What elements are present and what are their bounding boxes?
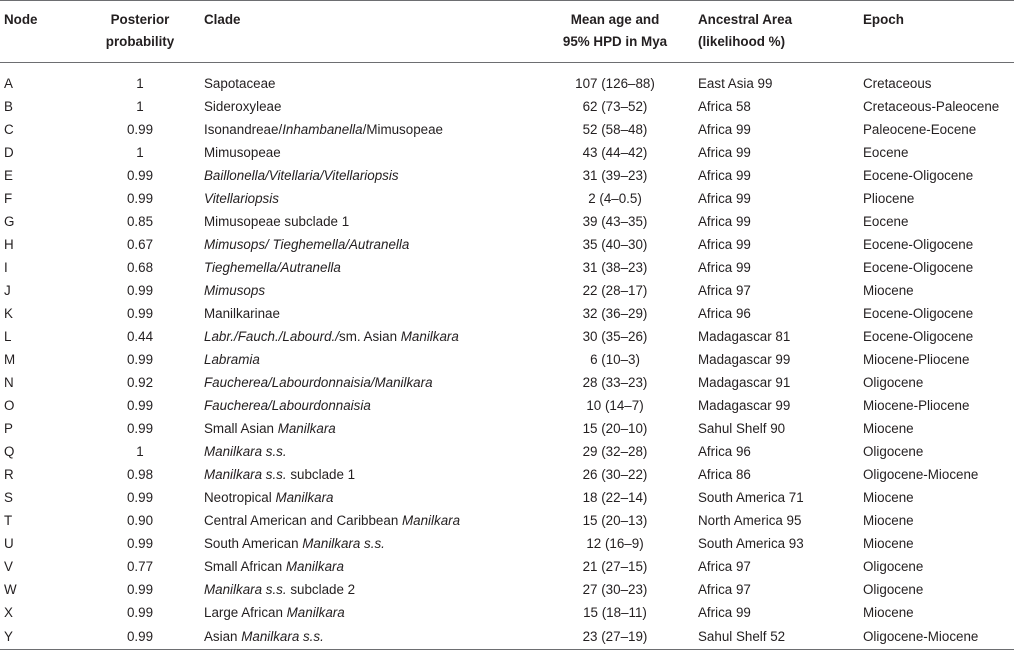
cell-clade [204,463,532,486]
cell-mean-age: 12 (16–9) [586,536,644,551]
cell-mean-age: 31 (38–23) [582,260,648,275]
cell-posterior: 0.99 [126,283,154,298]
cell-epoch: Miocene [863,513,914,528]
cell-ancestral-area: Africa 99 [698,191,751,206]
table-row [0,325,1014,348]
cell-epoch: Eocene-Oligocene [863,306,974,321]
table-row [0,532,1014,555]
cell-mean-age: 62 (73–52) [582,99,648,114]
clade-segment: Mimusops [204,283,266,298]
clade-segment: Sapotaceae [204,76,276,92]
cell-epoch: Eocene-Oligocene [863,260,974,275]
table-row [0,555,1014,578]
clade-segment: sm. Asian [339,329,401,344]
header-node: Node [0,0,76,62]
cell-posterior: 0.99 [126,352,154,367]
cell-posterior: 0.99 [76,624,204,649]
clade-segment: Mimusopeae subclade 1 [204,214,350,229]
clade-segment: Central American and Caribbean [204,513,402,528]
cell-posterior: 0.99 [126,398,154,413]
table-top-rule [0,0,1014,1]
cell-posterior: 0.99 [126,191,154,206]
cell-mean-age: 2 (4–0.5) [588,191,642,206]
clade-segment: Isonandreae/ [204,122,283,137]
cell-mean-age: 31 (39–23) [582,168,648,183]
clade-segment: Manilkara s.s. [204,444,287,459]
cell-ancestral-area: Madagascar 99 [698,398,791,413]
clade-segment: Neotropical [204,490,276,505]
cell-posterior: 0.99 [126,605,154,620]
cell-epoch: Cretaceous [863,76,932,92]
cell-ancestral-area: Africa 99 [698,168,751,183]
cell-node: K [4,306,13,321]
clade-segment: Labramia [204,352,260,367]
cell-posterior: 0.44 [126,329,154,344]
table-row [0,233,1014,256]
header-clade: Clade [204,0,532,62]
clade-segment: /Mimusopeae [362,122,443,137]
cell-clade [204,141,532,164]
cell-ancestral-area: South America 93 [698,536,804,551]
cell-node: Q [4,444,15,459]
table-row [0,141,1014,164]
cell-epoch: Oligocene [863,444,924,459]
cell-node: U [4,536,14,551]
cell-clade [204,187,532,210]
table-row [0,348,1014,371]
cell-posterior: 0.77 [126,559,154,574]
cell-mean-age: 26 (30–22) [582,467,648,482]
table-row [0,394,1014,417]
clade-segment: Sideroxyleae [204,99,282,114]
cell-mean-age: 18 (22–14) [582,490,648,505]
cell-clade [204,509,532,532]
cell-node: Y [0,624,76,649]
cell-clade [204,348,532,371]
cell-ancestral-area: Africa 96 [698,306,751,321]
cell-mean-age: 23 (27–19) [532,624,698,649]
cell-posterior: 1 [136,444,144,459]
cell-ancestral-area: Africa 86 [698,467,751,482]
cell-posterior: 0.99 [126,306,154,321]
cell-node: J [4,283,11,298]
clade-segment: Asian [204,628,242,644]
cell-mean-age: 28 (33–23) [582,375,648,390]
table-row [0,279,1014,302]
header-mean-age: Mean age and 95% HPD in Mya [532,0,698,62]
cell-ancestral-area: Africa 97 [698,283,751,298]
cell-posterior: 0.98 [126,467,154,482]
cell-node: C [4,122,14,137]
cell-posterior: 0.92 [126,375,154,390]
cell-epoch: Pliocene [863,191,915,206]
cell-ancestral-area: Madagascar 99 [698,352,791,367]
clade-segment: Manilkara s.s. [241,628,324,644]
cell-mean-age: 15 (20–10) [582,421,648,436]
cell-posterior: 0.90 [126,513,154,528]
header-posterior-probability: Posterior probability [76,0,204,62]
cell-clade [204,371,532,394]
cell-epoch: Eocene-Oligocene [863,168,974,183]
cell-clade [204,233,532,256]
table-header-row [0,0,1014,62]
cell-posterior: 1 [136,76,144,92]
clade-segment: Manilkarinae [204,306,280,321]
cell-mean-age: 6 (10–3) [590,352,640,367]
clade-segment: Tieghemella/Autranella [204,260,341,275]
cell-node: F [4,191,13,206]
cell-mean-age: 29 (32–28) [582,444,648,459]
cell-epoch: Oligocene [863,559,924,574]
clade-segment: South American [204,536,303,551]
cell-epoch: Eocene [863,145,909,160]
cell-epoch: Cretaceous-Paleocene [863,99,1000,114]
cell-ancestral-area: South America 71 [698,490,804,505]
header-ancestral-area: Ancestral Area (likelihood %) [698,0,863,62]
cell-mean-age: 32 (36–29) [582,306,648,321]
cell-mean-age: 30 (35–26) [582,329,648,344]
cell-node: N [4,375,14,390]
cell-epoch: Miocene-Pliocene [863,352,970,367]
cell-clade [204,279,532,302]
cell-mean-age: 35 (40–30) [582,237,648,252]
cell-mean-age: 27 (30–23) [582,582,648,597]
cell-ancestral-area: Madagascar 81 [698,329,791,344]
clade-segment: Manilkara [285,559,344,574]
cell-posterior: 0.67 [126,237,154,252]
clade-segment: Small African [204,559,286,574]
cell-ancestral-area: East Asia 99 [698,76,773,92]
table-row [0,440,1014,463]
cell-mean-age: 15 (18–11) [583,605,647,620]
cell-node: E [4,168,13,183]
cell-clade [204,578,532,601]
cell-epoch: Miocene [863,536,914,551]
clade-segment: Manilkara [277,421,336,436]
table-row [0,164,1014,187]
cell-epoch: Miocene [863,605,914,620]
cell-ancestral-area: Africa 99 [698,145,751,160]
table-row [0,624,1014,649]
cell-clade [204,601,532,624]
clade-segment: Manilkara [286,605,345,620]
cell-epoch: Eocene-Oligocene [863,237,974,252]
cell-epoch: Oligocene-Miocene [863,467,979,482]
cell-ancestral-area: Africa 97 [698,582,751,597]
cell-node: H [4,237,14,252]
cell-clade [204,164,532,187]
clade-segment: Large African [204,605,287,620]
cell-node: V [4,559,13,574]
cell-clade [204,440,532,463]
cell-epoch: Eocene [863,214,909,229]
cell-ancestral-area: Africa 99 [698,237,751,252]
cell-ancestral-area: Africa 99 [698,214,751,229]
cell-epoch: Miocene [863,421,914,436]
cell-clade [204,256,532,279]
cell-posterior: 0.99 [126,122,154,137]
cell-posterior: 0.99 [126,421,154,436]
cell-posterior: 1 [136,99,144,114]
clade-segment: Manilkara [400,329,459,344]
table-row [0,187,1014,210]
clade-segment: Faucherea/Labourdonnaisia/Manilkara [204,375,433,390]
cell-node: W [4,582,17,597]
cell-ancestral-area: Africa 58 [698,99,751,114]
clade-segment: Labr./Fauch./Labourd./ [204,329,339,344]
cell-clade [204,302,532,325]
clade-segment: Mimusopeae [204,145,281,160]
table-row [0,486,1014,509]
clade-segment: Mimusops/ Tieghemella/Autranella [204,237,410,252]
table-row [0,601,1014,624]
table-row [0,95,1014,118]
table-row [0,417,1014,440]
cell-node: R [4,467,14,482]
cell-mean-age: 22 (28–17) [582,283,648,298]
cell-ancestral-area: Sahul Shelf 90 [698,421,786,436]
cell-posterior: 1 [136,145,144,160]
cell-posterior: 0.99 [126,536,154,551]
cell-ancestral-area: Africa 96 [698,444,751,459]
cell-node: G [4,214,15,229]
clade-segment: Manilkara s.s. [302,536,385,551]
cell-node: T [4,513,13,528]
cell-epoch: Oligocene [863,375,924,390]
cell-ancestral-area: Africa 99 [698,605,751,620]
clade-segment: Manilkara [275,490,334,505]
clade-segment: Baillonella/Vitellaria/Vitellariopsis [204,168,399,183]
cell-clade [204,486,532,509]
cell-posterior: 0.99 [126,168,154,183]
cell-mean-age: 52 (58–48) [582,122,648,137]
table-row [0,62,1014,95]
cell-ancestral-area: Madagascar 91 [698,375,791,390]
cell-posterior: 0.99 [126,582,154,597]
table-row [0,578,1014,601]
clade-segment: Manilkara s.s. [204,467,287,482]
table-row [0,256,1014,279]
cell-posterior: 0.68 [126,260,154,275]
cell-mean-age: 21 (27–15) [582,559,648,574]
clade-segment: Manilkara [402,513,461,528]
cell-node: L [4,329,12,344]
cell-ancestral-area: North America 95 [698,513,802,528]
cell-node: P [4,421,13,436]
cell-mean-age: 39 (43–35) [582,214,648,229]
table-row [0,371,1014,394]
clade-segment: Inhambanella [282,122,363,137]
cell-node: M [4,352,16,367]
cell-node: A [4,76,13,92]
cell-node: X [4,605,13,620]
cell-mean-age: 107 (126–88) [575,76,655,92]
header-epoch: Epoch [863,0,1014,62]
cell-mean-age: 10 (14–7) [586,398,644,413]
cell-mean-age: 15 (20–13) [582,513,648,528]
table-row [0,210,1014,233]
cell-node: S [4,490,13,505]
cell-node: B [4,99,13,114]
cell-ancestral-area: Africa 99 [698,122,751,137]
cell-clade [204,624,532,649]
cell-clade [204,325,532,348]
table-row [0,118,1014,141]
cell-node: I [4,260,8,275]
cell-ancestral-area: Africa 99 [698,260,751,275]
clade-segment: Manilkara s.s. [204,582,287,597]
cell-posterior: 0.99 [126,490,154,505]
table-row [0,463,1014,486]
cell-clade [204,555,532,578]
table-body [0,62,1014,649]
cell-clade [204,532,532,555]
cell-epoch: Eocene-Oligocene [863,329,974,344]
cell-mean-age: 43 (44–42) [582,145,648,160]
clade-segment: Small Asian [204,421,278,436]
clade-segment: subclade 1 [286,467,356,482]
cell-clade [204,210,532,233]
cell-epoch: Miocene-Pliocene [863,398,970,413]
cell-posterior: 0.85 [126,214,154,229]
cell-ancestral-area: Africa 97 [698,559,751,574]
cell-epoch: Miocene [863,283,914,298]
clade-segment: Vitellariopsis [204,191,279,206]
cell-epoch: Paleocene-Eocene [863,122,977,137]
cell-clade [204,118,532,141]
cell-clade [204,394,532,417]
table-row [0,509,1014,532]
cell-node: D [4,145,14,160]
clade-segment: subclade 2 [286,582,356,597]
cell-clade [204,62,532,95]
clade-segment: Faucherea/Labourdonnaisia [204,398,371,413]
cell-clade [204,417,532,440]
cell-epoch: Miocene [863,490,914,505]
cell-ancestral-area: Sahul Shelf 52 [698,624,863,649]
cell-epoch: Oligocene [863,582,924,597]
cell-node: O [4,398,15,413]
cell-clade [204,95,532,118]
table-row [0,302,1014,325]
cell-epoch: Oligocene-Miocene [863,624,1014,649]
